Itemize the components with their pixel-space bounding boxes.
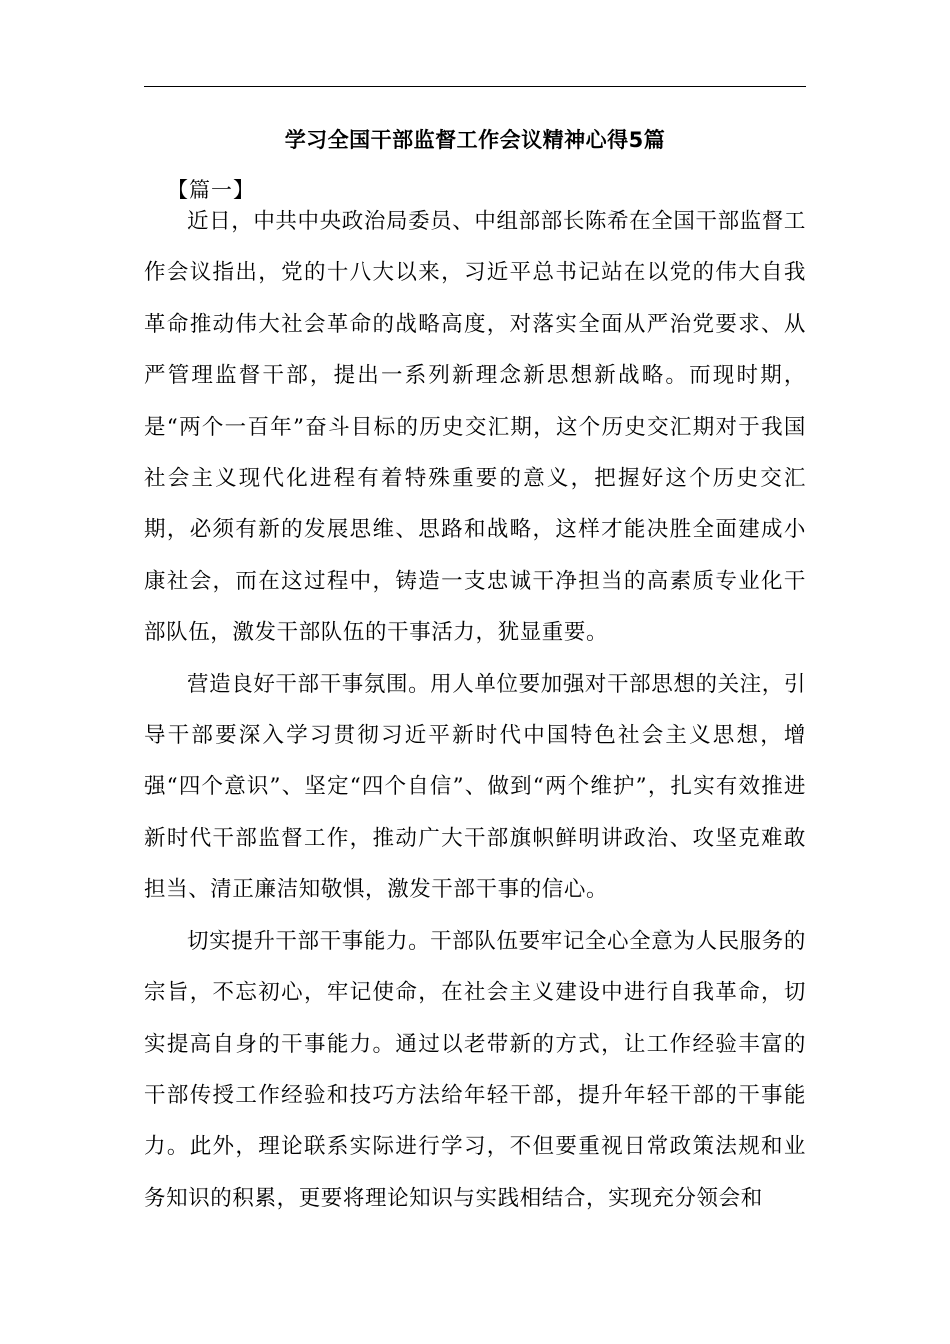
header-rule xyxy=(144,86,806,87)
body-paragraph-1: 近日，中共中央政治局委员、中组部部长陈希在全国干部监督工作会议指出，党的十八大以来，习近平总书记站在以党的伟大自我革命推动伟大社会革命的战略高度，对落实全面从严治党要求、从严管理监督干部，提出一系列新理念新思想新战略。而现时期，是“两个一百年”奋斗目标的历史交汇期，这个历史交汇期对于我国社会主义现代化进程有着特殊重要的意义，把握好这个历史交汇期，必须有新的发展思维、思路和战略，这样才能决胜全面建成小康社会，而在这过程中，铸造一支忠诚干净担当的高素质专业化干部队伍，激发干部队伍的干事活力，犹显重要。 xyxy=(144,209,806,646)
document-title: 学习全国干部监督工作会议精神心得5篇 xyxy=(284,128,666,152)
body-paragraph-2: 营造良好干部干事氛围。用人单位要加强对干部思想的关注，引导干部要深入学习贯彻习近平新时代中国特色社会主义思想，增强“四个意识”、坚定“四个自信”、做到“两个维护”，扎实有效推进新时代干部监督工作，推动广大干部旗帜鲜明讲政治、攻坚克难敢担当、清正廉洁知敬惧，激发干部干事的信心。 xyxy=(144,671,806,903)
section-heading: 【篇一】 xyxy=(167,178,255,202)
body-paragraph-3: 切实提升干部干事能力。干部队伍要牢记全心全意为人民服务的宗旨，不忘初心，牢记使命，在社会主义建设中进行自我革命，切实提高自身的干事能力。通过以老带新的方式，让工作经验丰富的干部传授工作经验和技巧方法给年轻干部，提升年轻干部的干事能力。此外，理论联系实际进行学习，不但要重视日常政策法规和业务知识的积累，更要将理论知识与实践相结合，实现充分领会和 xyxy=(144,928,806,1211)
document-body xyxy=(144,196,806,1224)
